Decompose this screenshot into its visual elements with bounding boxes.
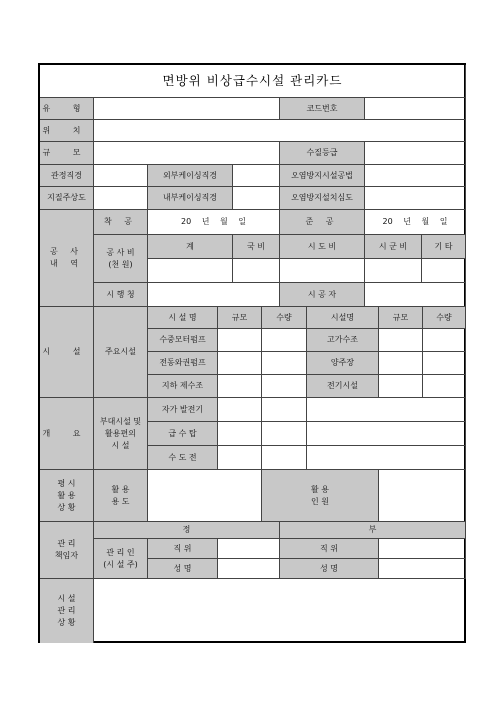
complete-date[interactable]: 20 년 월 일	[365, 210, 466, 235]
electric-label: 전기시설	[307, 375, 379, 398]
pump1-label: 수중모터펌프	[148, 329, 218, 352]
elevated-tank-label: 고가수조	[307, 329, 379, 352]
pump1-size[interactable]	[218, 329, 262, 352]
manager-label: 관 리 책임자	[40, 522, 94, 579]
manager-person-label: 관 리 인 (시 설 주)	[94, 539, 148, 579]
cost-other-label: 기 타	[422, 235, 466, 259]
code-value[interactable]	[365, 98, 466, 120]
inner-casing-label: 내부케이싱직경	[148, 187, 233, 210]
size2-header: 규모	[379, 307, 423, 329]
usage-purpose-value[interactable]	[148, 470, 262, 522]
code-label: 코드번호	[280, 98, 365, 120]
start-label: 착 공	[94, 210, 148, 235]
management-card-form	[38, 63, 466, 643]
primary-position-value[interactable]	[218, 539, 280, 559]
cost-city-label: 시 군 비	[365, 235, 422, 259]
water-tower-qty[interactable]	[262, 422, 307, 446]
elevated-tank-qty[interactable]	[423, 329, 466, 352]
outer-casing-value[interactable]	[233, 165, 280, 187]
water-tower-size[interactable]	[218, 422, 262, 446]
start-date[interactable]: 20 년 월 일	[148, 210, 280, 235]
quantity-header: 수량	[262, 307, 307, 329]
hydrant-label: 수 도 전	[148, 446, 218, 470]
facility-status-value[interactable]	[94, 579, 466, 643]
facility-label: 시 설	[40, 307, 94, 398]
secondary-position-label: 직 위	[280, 539, 379, 559]
pump2-label: 전동와권펌프	[148, 352, 218, 375]
cost-city-value[interactable]	[365, 259, 422, 283]
generator-label: 자가 발전기	[148, 398, 218, 422]
scale-label: 규 모	[40, 142, 94, 165]
geologic-log-label: 지질주상도	[40, 187, 94, 210]
usage-people-label: 활 용 인 원	[262, 470, 379, 522]
secondary-name-label: 성 명	[280, 559, 379, 579]
facility-status-label: 시 설 관 리 상 황	[40, 579, 94, 643]
contractor-label: 시 공 자	[280, 283, 365, 307]
construction-label: 공 사 내 역	[40, 210, 94, 307]
secondary-name-value[interactable]	[379, 559, 466, 579]
water-grade-label: 수질등급	[280, 142, 365, 165]
cost-label: 공 사 비 (천 원)	[94, 235, 148, 283]
underground-tank-size[interactable]	[218, 375, 262, 398]
facility-name-header: 시 설 명	[148, 307, 218, 329]
cost-total-label: 계	[148, 235, 233, 259]
elevated-tank-size[interactable]	[379, 329, 423, 352]
usage-label: 평 시 활 용 상 황	[40, 470, 94, 522]
water-tower-label: 급 수 탑	[148, 422, 218, 446]
pump1-qty[interactable]	[262, 329, 307, 352]
primary-name-value[interactable]	[218, 559, 280, 579]
scale-value[interactable]	[94, 142, 280, 165]
inner-casing-value[interactable]	[233, 187, 280, 210]
agency-value[interactable]	[148, 283, 280, 307]
water-tower-extra[interactable]	[307, 422, 466, 446]
geologic-log-value[interactable]	[94, 187, 148, 210]
contractor-value[interactable]	[365, 283, 466, 307]
water-grade-value[interactable]	[365, 142, 466, 165]
secondary-position-value[interactable]	[379, 539, 466, 559]
cost-province-value[interactable]	[280, 259, 365, 283]
generator-extra[interactable]	[307, 398, 466, 422]
aux-facility-label: 부대시설 및 활용편의 시 설	[94, 398, 148, 470]
location-label: 위 치	[40, 120, 94, 142]
distribution-label: 양주장	[307, 352, 379, 375]
type-value[interactable]	[94, 98, 280, 120]
cost-total-value[interactable]	[148, 259, 233, 283]
electric-qty[interactable]	[423, 375, 466, 398]
hydrant-extra[interactable]	[307, 446, 466, 470]
cost-national-label: 국 비	[233, 235, 280, 259]
primary-name-label: 성 명	[148, 559, 218, 579]
pump2-size[interactable]	[218, 352, 262, 375]
usage-purpose-label: 활 용 용 도	[94, 470, 148, 522]
primary-label: 정	[94, 522, 280, 539]
type-label: 유 형	[40, 98, 94, 120]
cost-province-label: 시 도 비	[280, 235, 365, 259]
pollution-depth-value[interactable]	[365, 187, 466, 210]
size-header: 규모	[218, 307, 262, 329]
well-diameter-label: 관정직경	[40, 165, 94, 187]
hydrant-qty[interactable]	[262, 446, 307, 470]
overview-label: 개 요	[40, 398, 94, 470]
pump2-qty[interactable]	[262, 352, 307, 375]
hydrant-size[interactable]	[218, 446, 262, 470]
cost-other-value[interactable]	[422, 259, 466, 283]
quantity2-header: 수량	[423, 307, 466, 329]
generator-size[interactable]	[218, 398, 262, 422]
main-facility-label: 주요시설	[94, 307, 148, 398]
underground-tank-label: 지하 제수조	[148, 375, 218, 398]
form-title: 면방위 비상급수시설 관리카드	[40, 65, 466, 98]
secondary-label: 부	[280, 522, 466, 539]
cost-national-value[interactable]	[233, 259, 280, 283]
facility-name2-header: 시설명	[307, 307, 379, 329]
electric-size[interactable]	[379, 375, 423, 398]
pollution-method-value[interactable]	[365, 165, 466, 187]
usage-people-value[interactable]	[379, 470, 466, 522]
primary-position-label: 직 위	[148, 539, 218, 559]
well-diameter-value[interactable]	[94, 165, 148, 187]
generator-qty[interactable]	[262, 398, 307, 422]
pollution-depth-label: 오염방지설치심도	[280, 187, 365, 210]
distribution-size[interactable]	[379, 352, 423, 375]
complete-label: 준 공	[280, 210, 365, 235]
agency-label: 시 행 청	[94, 283, 148, 307]
distribution-qty[interactable]	[423, 352, 466, 375]
pollution-method-label: 오염방지시설공법	[280, 165, 365, 187]
underground-tank-qty[interactable]	[262, 375, 307, 398]
outer-casing-label: 외부케이싱직경	[148, 165, 233, 187]
location-value[interactable]	[94, 120, 466, 142]
